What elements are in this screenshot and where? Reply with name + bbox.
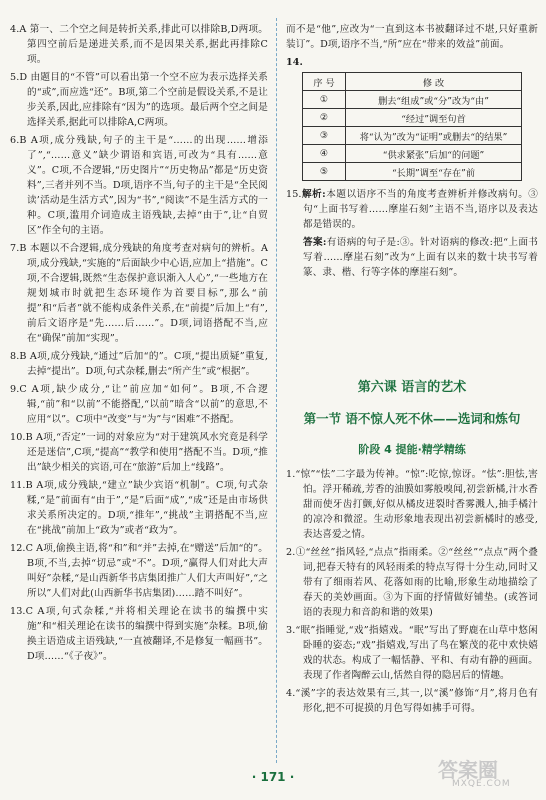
left-item: [10, 541, 268, 601]
left-item: [10, 241, 268, 346]
q15: [286, 187, 538, 232]
table-row: ⑤ “长期”调至“存在”前: [303, 163, 522, 181]
stage-title: 阶段 4 提能·精学精练: [358, 443, 466, 456]
table-row: ③ 将“认为”改为“证明”或删去“的结果”: [303, 127, 522, 145]
left-item-number: 5.: [10, 72, 20, 83]
left-item-number: 8.: [10, 351, 20, 362]
table-row: ④ “供求紧张”后加“的问题”: [303, 145, 522, 163]
left-item-text: C A项,句式杂糅,“并将相关理论在读书的编撰中实施”和“相关理论在读书的编撰中得到实施”杂糅。B项,偷换主语造成主语残缺,“一直被翻译,不是修复一幅画书”。D项……“《子夜》”。: [25, 606, 268, 662]
left-item-text: C A项,偷换主语,将“和”和“并”去掉,在“赠送”后加“的”。B项,不当,去掉“切忌”或“不”。D项,“赢得人们对此大声叫好”杂糅,“是山西新华书店集团推广人们大声叫好”,“之所以”人们对此(山西新华书店集团)……踏不叫好”。: [25, 543, 268, 599]
left-item-text: B A项,成分残缺,“建立”缺少宾语“机制”。C项,句式杂糅,“是”前面有“由于”,“是”后面“成”,“成”还是由市场供求关系所决定的。D项,“推年”,“挑战”主谓搭配不当,应在“挑战”前加上“政为”或者“政为”。: [25, 480, 268, 536]
revision-table: [302, 72, 522, 181]
q15-label: 解析:: [301, 189, 326, 200]
right-column: [286, 22, 538, 719]
left-item: [10, 22, 268, 67]
table-row: ① 删去“组成”或“分”改为“由”: [303, 91, 522, 109]
right-item-text: “惊”“怯”二字最为传神。“惊”:吃惊,惊讶。“怯”:胆怯,害怕。浮开稀疏,芳香的油膜如雾般嗅闻,初尝新橘,汁水香甜而使牙齿打颤,好似从橘皮迸裂时香雾溅人,抽手橘汁的凉冷和微涩。生动形象地表现出初尝新橘时的感受,表达喜爱之情。: [295, 469, 538, 540]
left-item-text: B A项,“否定”一词的对象应为“对于建筑风水究竟是科学还是迷信”,C项,“提高”“教学和使用”搭配不当。D项,“推出”缺少相关的宾语,可在“旅游”后加上“线路”。: [25, 432, 268, 473]
q13-continuation: 而不是“他”,应改为“一直到这本书被翻译过不堪,只好重新装订”。D项,语序不当,“所”应在“带来的效益”前面。: [286, 24, 538, 50]
left-item: [10, 349, 268, 379]
section-title: 第一节 语不惊人死不休——选词和炼句: [303, 411, 521, 426]
left-item: [10, 382, 268, 427]
left-item: [10, 604, 268, 664]
left-item-text: B A项,成分残缺,句子的主干是“……的出现……增添了”,“……意义”缺少谓语和宾语,可改为“具有……意义”。C项,不合逻辑,“历史图片”“历史物品”都是“历史资料”,三者并列不当。D项,语序不当,句子的主干是“全民阅读’活动是生活方式”,因为“书”,“阅读”不是生活方式的一种。C项,滥用介词造成主语残缺,去掉“由于”,让“自贸区”作全句的主语。: [19, 135, 268, 236]
q15-answer: [286, 235, 538, 280]
table-header-revision: 修 改: [346, 73, 522, 91]
right-item: [286, 545, 538, 620]
page-number: · 171 ·: [251, 770, 295, 784]
left-item-text: B A项,成分残缺,“通过”后加“的”。C项,“提出质疑”重复,去掉“提出”。D项,句式杂糅,删去“所产生”或“根据”。: [19, 351, 268, 377]
q15-text: 本题以语序不当的角度考查辨析并修改病句。③句“上面书写着……摩崖石刻”主语不当,语序以及表达都是错误的。: [303, 189, 538, 230]
left-item: [10, 430, 268, 475]
left-item-text: A 第一、二个空之间是转折关系,排此可以排除B,D两项。第四空前后是递进关系,而不是因果关系,据此再排除C项。: [19, 24, 268, 65]
answer-text: 有语病的句子是:③。针对语病的修改:把“上面书写着……摩崖石刻”改为“上面有以来的数十块书写着篆、隶、楷、行等字体的摩崖石刻”。: [303, 237, 538, 278]
left-item-number: 4.: [10, 24, 20, 35]
left-item-number: 11.: [10, 480, 26, 491]
left-item-number: 7.: [10, 243, 20, 254]
watermark-url: MXQE.COM: [452, 779, 511, 789]
table-header-number: 序 号: [303, 73, 346, 91]
left-item-number: 6.: [10, 135, 20, 146]
column-divider: [276, 18, 277, 763]
right-item: [286, 623, 538, 683]
table-row: ② “经过”调至句首: [303, 109, 522, 127]
left-item-text: D 由题目的“不管”可以看出第一个空不应为表示选择关系的“或”,而应选“还”。B项,第二个空前是假设关系,不是让步关系,因此,应排除有“因为”的选项。最后两个空之间是选择关系,据此可以排除A,C两项。: [19, 72, 268, 128]
right-item: [286, 686, 538, 716]
right-item-text: ①“丝丝”指风轻,“点点”指雨柔。②“丝丝”“点点”两个叠词,把春天特有的风轻雨柔的特点写得十分生动,同时又带有了细雨若风、花落如雨的比喻,形象生动地描绘了春天的美妙画面。③为下面的抒情做好铺垫。(或答词语的表现力和音韵和谐的效果): [295, 547, 538, 618]
left-item: [10, 478, 268, 538]
right-items: [286, 467, 538, 716]
lesson-title: 第六课 语言的艺术: [357, 380, 467, 395]
left-item-number: 9.: [10, 384, 20, 395]
left-item-number: 13.: [10, 606, 26, 617]
left-item: [10, 133, 268, 238]
left-item-text: C A项,缺少成分,“让”前应加“如何”。B项,不合逻辑,“前”和“以前”不能搭配,“以前”暗含“以前”的意思,不应用“以”。C项中“改变”与“为”与“困难”不搭配。: [19, 384, 268, 425]
left-item-text: B 本题以不合逻辑,成分残缺的角度考查对病句的辨析。A项,成分残缺,“实施的”后面缺少中心语,应加上“措施”。C项,不合逻辑,既然“生态保护意识渐入人心”,“一些地方在规划城市时就把生态环境作为首要目标”,那么“前提”和“后者”就不能构成条件关系,在“前提”后加上“有”,前后文语序是“先……后……”。D项,词语搭配不当,应在“确保”前加“实现”。: [19, 243, 268, 344]
watermark-logo: 答案圈: [438, 758, 498, 782]
right-item: [286, 467, 538, 542]
right-item-number: 2.: [286, 547, 296, 558]
answer-label: 答案:: [303, 237, 327, 248]
left-column: [10, 22, 268, 667]
right-item-text: “眠”指睡觉,“戏”指嬉戏。“眠”写出了野鹿在山草中悠闲卧睡的姿态;“戏”指嬉戏,写出了鸟在繁茂的花中欢快嬉戏的状态。构成了一幅恬静、平和、有动有静的画面。表现了作者陶醉云山,恬然自得的隐居后的情趣。: [295, 625, 538, 681]
q14-number: 14.: [286, 57, 303, 68]
left-item-number: 10.: [10, 432, 26, 443]
left-item: [10, 70, 268, 130]
q15-number: 15.: [286, 189, 302, 200]
right-item-number: 3.: [286, 625, 296, 636]
right-item-number: 4.: [286, 688, 296, 699]
right-item-number: 1.: [286, 469, 296, 480]
left-item-number: 12.: [10, 543, 26, 554]
right-item-text: “溪”字的表达效果有三,其一,以“溪”修饰“月”,将月色有形化,把不可捉摸的月色写得如拂手可得。: [295, 688, 538, 714]
